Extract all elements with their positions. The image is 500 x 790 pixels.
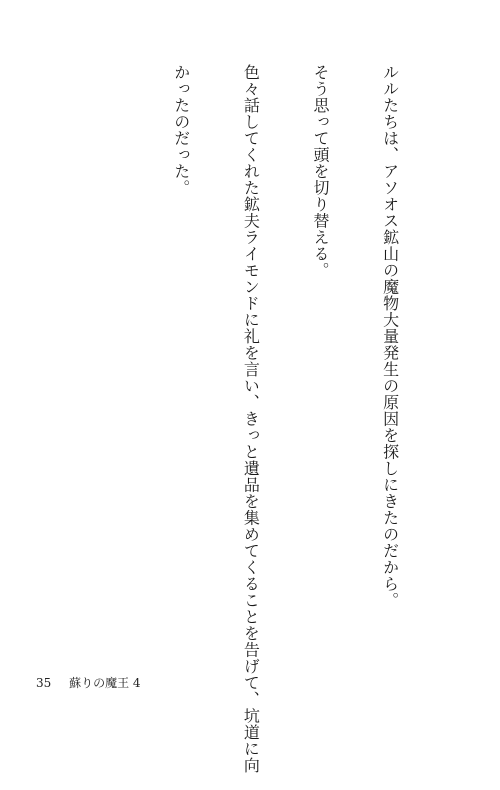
text-line: そう思って頭を切り替える。 bbox=[310, 64, 330, 279]
text-line: ルルたちは、アソオス鉱山の魔物大量発生の原因を探しにきたのだから。 bbox=[380, 64, 400, 609]
text-line: 色々話してくれた鉱夫ライモンドに礼を言い、きっと遺品を集めてくることを告げて、坑道に向 bbox=[241, 64, 261, 774]
blank-line bbox=[100, 64, 123, 649]
page-footer bbox=[36, 674, 141, 691]
book-title: 蘇りの魔王 4 bbox=[69, 676, 141, 690]
blank-line bbox=[30, 64, 53, 649]
page-number: 35 bbox=[36, 676, 52, 690]
text-line: かったのだった。 bbox=[171, 64, 191, 196]
